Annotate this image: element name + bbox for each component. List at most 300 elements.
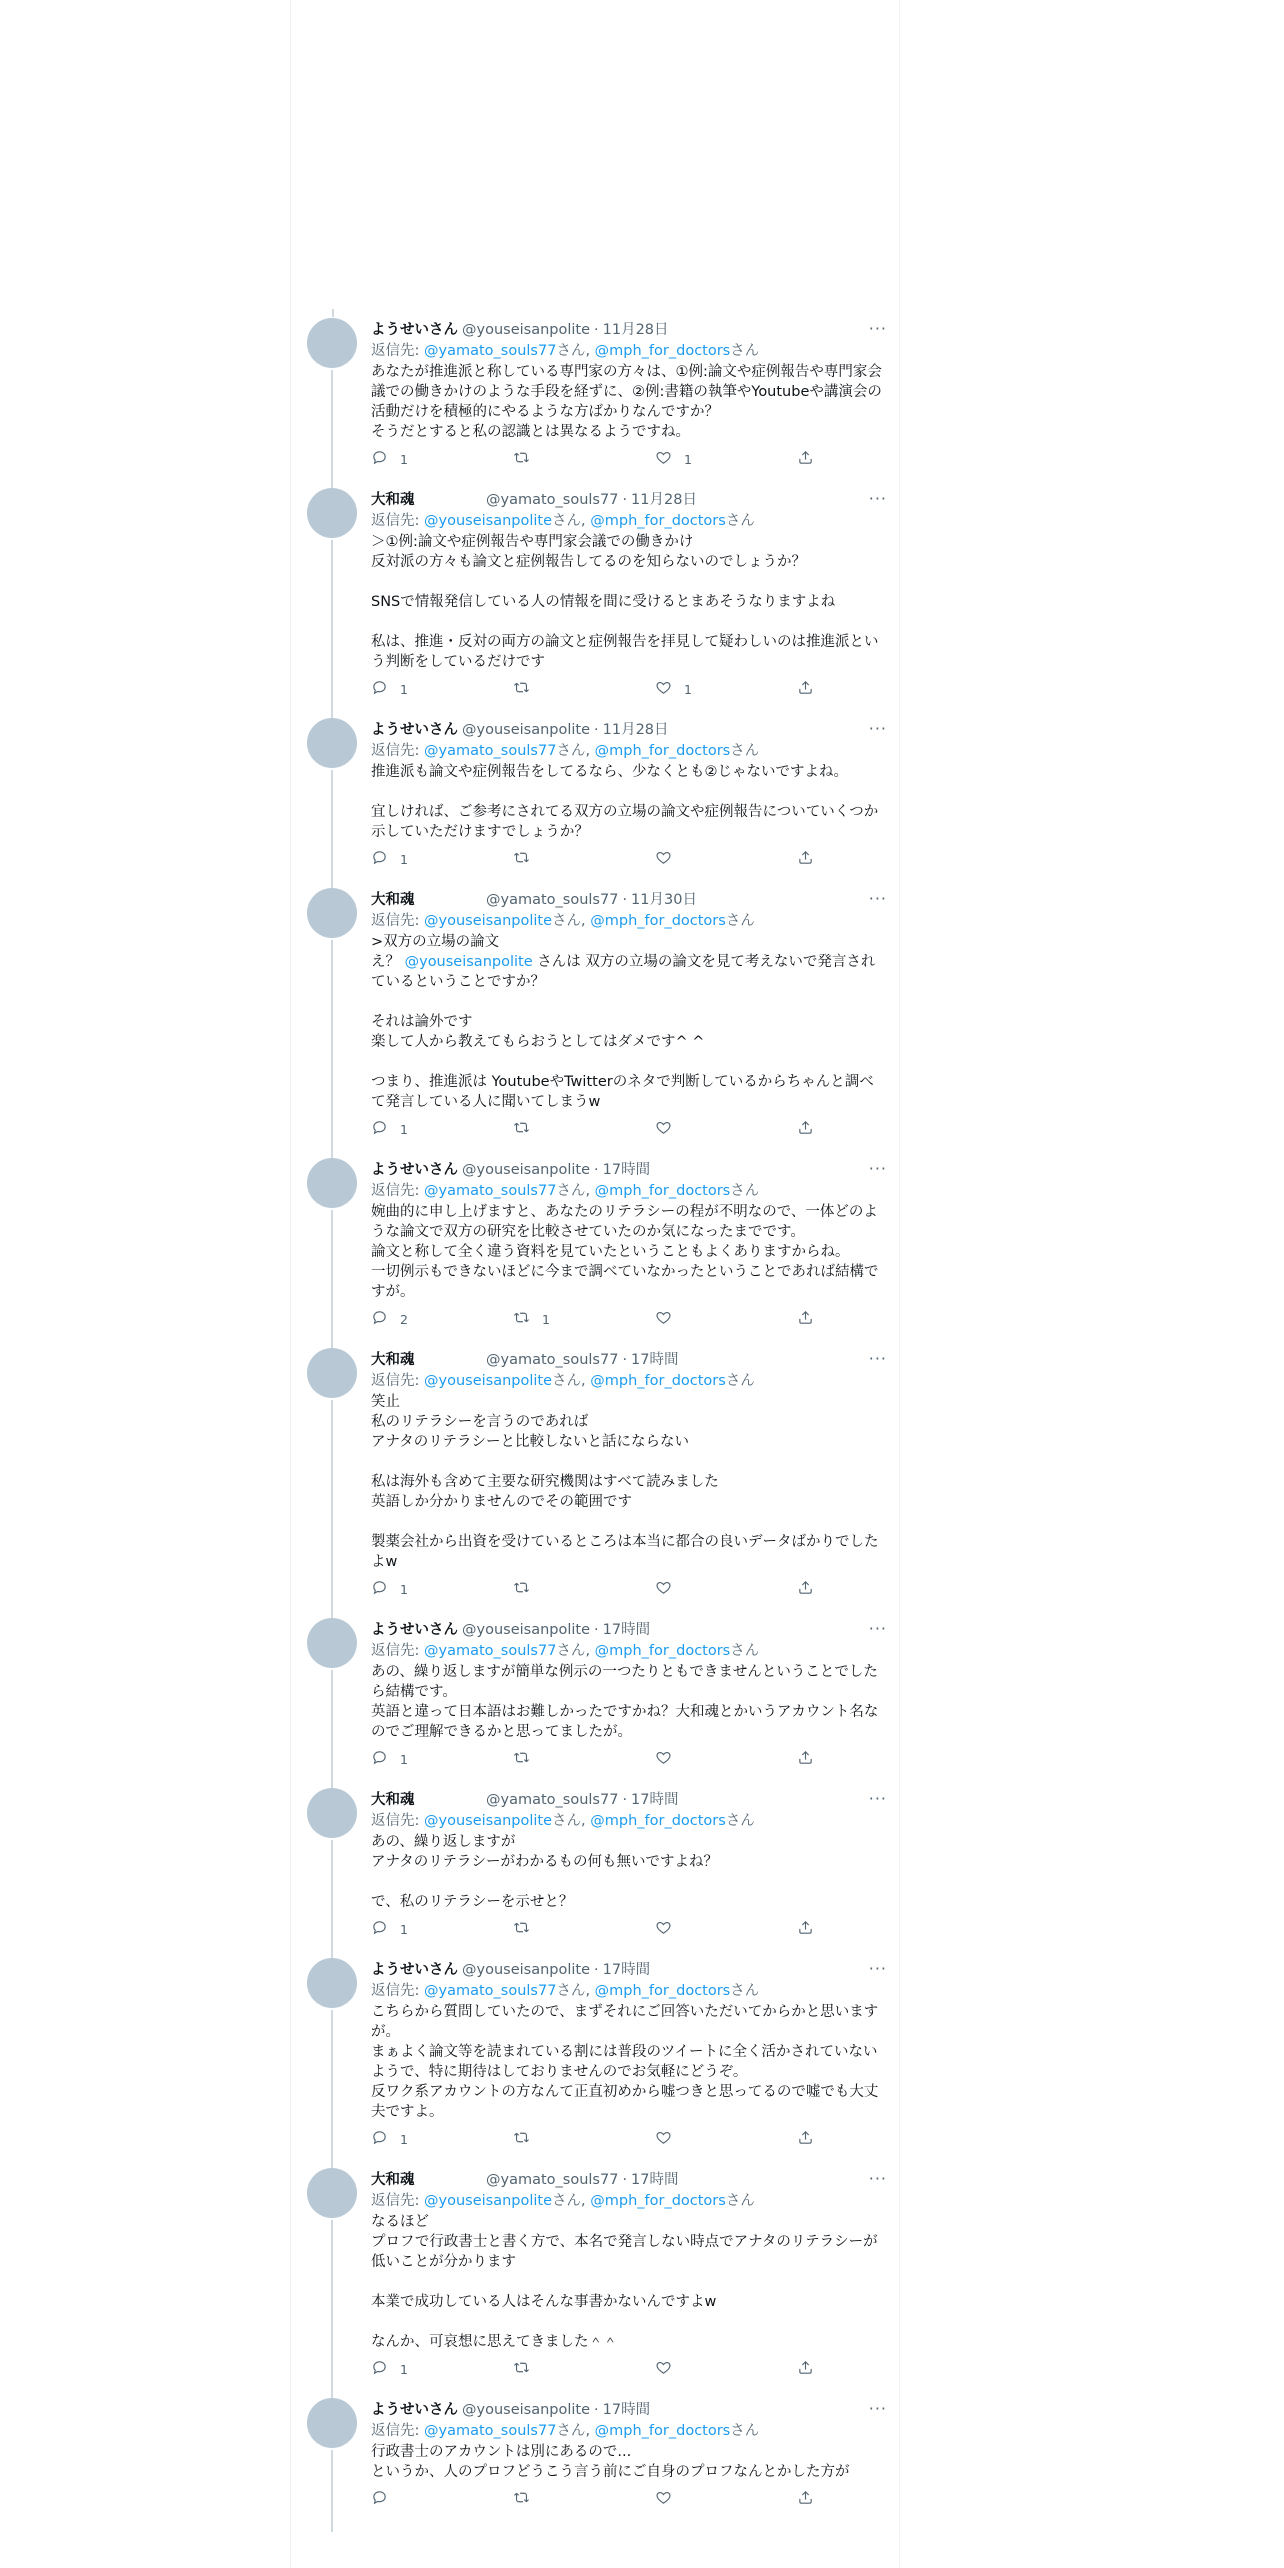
share-icon (797, 679, 814, 699)
reply-count: 1 (400, 1581, 408, 1597)
tweet-actions (371, 2482, 887, 2516)
mention-link[interactable]: @yamato_souls77 (424, 2423, 557, 2439)
share-icon (797, 1119, 814, 1139)
tweet[interactable] (291, 888, 901, 1158)
mention-link[interactable]: @mph_for_doctors (594, 2423, 731, 2439)
tweet[interactable] (291, 1788, 901, 1958)
avatar[interactable] (307, 488, 357, 538)
heart-icon (655, 2489, 672, 2509)
timestamp[interactable]: 11月30日 (631, 892, 697, 908)
honorific: さん (556, 1183, 586, 1199)
tweet-header (371, 718, 887, 740)
retweet-icon (513, 2359, 530, 2379)
heart-icon (655, 1579, 672, 1599)
mention-link[interactable]: @mph_for_doctors (594, 1183, 731, 1199)
mention-link[interactable]: @mph_for_doctors (594, 343, 731, 359)
retweet-count: 1 (542, 1311, 550, 1327)
reply-button[interactable] (371, 849, 513, 869)
separator-dot: · (622, 492, 628, 508)
retweet-icon (513, 679, 530, 699)
like-button[interactable] (655, 849, 797, 869)
tweet-body (359, 1348, 887, 1618)
mention-separator: , (581, 2193, 591, 2209)
share-button[interactable] (797, 849, 837, 869)
share-button[interactable] (797, 2359, 837, 2379)
reply-icon (371, 1309, 388, 1329)
retweet-button[interactable] (513, 449, 655, 469)
honorific: さん (730, 343, 760, 359)
like-button[interactable] (655, 449, 797, 469)
replying-prefix: 返信先: (371, 2423, 424, 2439)
tweet[interactable] (291, 718, 901, 888)
like-button[interactable] (655, 1579, 797, 1599)
reply-count: 1 (400, 851, 408, 867)
reply-button[interactable] (371, 449, 513, 469)
share-button[interactable] (797, 1579, 837, 1599)
share-button[interactable] (797, 679, 837, 699)
tweet[interactable] (291, 2398, 901, 2528)
user-handle[interactable]: @youseisanpolite (462, 722, 591, 738)
share-button[interactable] (797, 1749, 837, 1769)
timestamp[interactable]: 17時間 (602, 2402, 651, 2418)
display-name[interactable]: 大和魂 (371, 1352, 415, 1368)
heart-icon (655, 2129, 672, 2149)
replying-to (371, 2420, 887, 2442)
tweet-body (359, 718, 887, 888)
tweet[interactable] (291, 318, 901, 488)
separator-dot: · (594, 322, 599, 338)
tweet[interactable] (291, 1158, 901, 1348)
more-icon[interactable]: ··· (868, 889, 887, 908)
retweet-icon (513, 1919, 530, 1939)
mention-separator: , (585, 343, 595, 359)
tweet-left-rail (307, 718, 359, 888)
share-button[interactable] (797, 1309, 837, 1329)
mention-link[interactable]: @youseisanpolite (424, 513, 553, 529)
tweet-header (371, 1348, 887, 1370)
thread-connector (332, 309, 334, 317)
mention-link[interactable]: @yamato_souls77 (424, 743, 557, 759)
mention-link[interactable]: @yamato_souls77 (424, 1983, 557, 1999)
reply-icon (371, 1919, 388, 1939)
reply-button[interactable] (371, 1919, 513, 1939)
mention-separator: , (585, 1183, 595, 1199)
tweet-text: なるほど プロフで行政書士と書く方で、本名で発言しない時点でアナタのリテラシーが低いことが分かります 本業で成功している人はそんな事書かないんですよw なんか、可哀想に思えてきました＾＾ (371, 2214, 878, 2350)
tweet-actions (371, 842, 887, 876)
honorific: さん (556, 1983, 586, 1999)
tweet-left-rail (307, 1348, 359, 1618)
share-icon (797, 1749, 814, 1769)
tweet[interactable] (291, 1958, 901, 2168)
like-button[interactable] (655, 679, 797, 699)
like-button[interactable] (655, 2129, 797, 2149)
like-button[interactable] (655, 1119, 797, 1139)
tweet-left-rail (307, 1158, 359, 1348)
tweet-text: あの、繰り返しますが アナタのリテラシーがわかるもの何も無いですよね？ で、私のリテラシーを示せと？ (371, 1834, 718, 1910)
honorific: さん (730, 1183, 760, 1199)
tweet-body (359, 2168, 887, 2398)
retweet-icon (513, 2489, 530, 2509)
mention-link[interactable]: @mph_for_doctors (590, 913, 726, 929)
retweet-button[interactable] (513, 2489, 655, 2509)
display-name[interactable]: 大和魂 (371, 2172, 415, 2188)
more-icon[interactable]: ··· (868, 319, 887, 338)
display-name[interactable]: ようせいさん (371, 322, 458, 338)
retweet-icon (513, 2129, 530, 2149)
share-icon (797, 1579, 814, 1599)
avatar[interactable] (307, 1158, 357, 1208)
avatar[interactable] (307, 318, 357, 368)
avatar[interactable] (307, 1348, 357, 1398)
retweet-button[interactable] (513, 1919, 655, 1939)
retweet-button[interactable] (513, 679, 655, 699)
mention-separator: , (581, 1813, 591, 1829)
display-name[interactable]: ようせいさん (371, 2402, 458, 2418)
reply-icon (371, 679, 388, 699)
mention-link[interactable]: @youseisanpolite (424, 913, 553, 929)
tweet-header (371, 2398, 887, 2420)
retweet-icon (513, 849, 530, 869)
reply-button[interactable] (371, 2489, 513, 2509)
replying-prefix: 返信先: (371, 1643, 424, 1659)
like-button[interactable] (655, 2359, 797, 2379)
separator-dot: · (594, 1622, 599, 1638)
timestamp[interactable]: 17時間 (631, 1352, 679, 1368)
separator-dot: · (594, 722, 599, 738)
reply-count: 1 (400, 451, 408, 467)
reply-button[interactable] (371, 1119, 513, 1139)
avatar[interactable] (307, 1618, 357, 1668)
tweet[interactable] (291, 1348, 901, 1618)
tweet-left-rail (307, 1788, 359, 1958)
tweet-body (359, 1788, 887, 1958)
heart-icon (655, 679, 672, 699)
share-button[interactable] (797, 449, 837, 469)
thread-line (331, 2450, 333, 2532)
separator-dot: · (622, 1792, 628, 1808)
reply-button[interactable] (371, 1309, 513, 1329)
timestamp[interactable]: 11月28日 (631, 492, 697, 508)
thread-line (331, 1400, 333, 1622)
share-icon (797, 1919, 814, 1939)
tweet-actions (371, 1742, 887, 1776)
more-icon[interactable]: ··· (868, 1619, 887, 1638)
retweet-icon (513, 1579, 530, 1599)
tweet-left-rail (307, 318, 359, 488)
replying-to (371, 1640, 887, 1662)
mention-link[interactable]: @mph_for_doctors (594, 743, 731, 759)
user-handle[interactable]: @yamato_souls77 (486, 2172, 619, 2188)
tweet-actions (371, 1302, 887, 1336)
mention-link[interactable]: @yamato_souls77 (424, 1643, 557, 1659)
thread-line (331, 2010, 333, 2172)
share-button[interactable] (797, 1119, 837, 1139)
avatar[interactable] (307, 1788, 357, 1838)
honorific: さん (725, 913, 755, 929)
reply-count: 1 (400, 2361, 408, 2377)
honorific: さん (556, 743, 586, 759)
inline-mention-link[interactable]: @youseisanpolite (404, 954, 533, 970)
more-icon[interactable]: ··· (868, 1789, 887, 1808)
retweet-button[interactable] (513, 2129, 655, 2149)
reply-button[interactable] (371, 1749, 513, 1769)
mention-link[interactable]: @mph_for_doctors (594, 1643, 731, 1659)
mention-separator: , (581, 513, 591, 529)
tweet-text (371, 932, 887, 1112)
mention-link[interactable]: @mph_for_doctors (590, 513, 726, 529)
separator-dot: · (594, 1962, 599, 1978)
honorific: さん (730, 743, 760, 759)
share-icon (797, 2489, 814, 2509)
mention-link[interactable]: @mph_for_doctors (590, 1373, 726, 1389)
honorific: さん (556, 1643, 586, 1659)
replying-to (371, 1180, 887, 1202)
conversation-thread (291, 318, 901, 2528)
more-icon[interactable]: ··· (868, 489, 887, 508)
avatar[interactable] (307, 888, 357, 938)
tweet-text-part: さんは 双方の立場の論文を見て考えないで発言されているということですか？ それは論外です 楽して人から教えてもらおうとしてはダメです^ ^ つまり、推進派は YoutubeやTwitterのネタで判断しているからちゃんと調べて発言している人に聞いてしまうw (371, 954, 876, 1110)
honorific: さん (552, 1813, 582, 1829)
share-button[interactable] (797, 1919, 837, 1939)
avatar[interactable] (307, 718, 357, 768)
reply-count: 1 (400, 681, 408, 697)
user-handle[interactable]: @yamato_souls77 (486, 492, 619, 508)
replying-to (371, 1980, 887, 2002)
heart-icon (655, 1309, 672, 1329)
honorific: さん (730, 1643, 760, 1659)
display-name[interactable]: 大和魂 (371, 492, 415, 508)
tweet-text: 推進派も論文や症例報告をしてるなら、少なくとも②じゃないですよね。 宜しければ、ご参考にされてる双方の立場の論文や症例報告についていくつか示していただけますでしょうか？ (371, 764, 879, 840)
tweet-left-rail (307, 2168, 359, 2398)
mention-link[interactable]: @yamato_souls77 (424, 1183, 557, 1199)
mention-separator: , (581, 1373, 591, 1389)
mention-link[interactable]: @mph_for_doctors (594, 1983, 731, 1999)
tweet-left-rail (307, 1958, 359, 2168)
honorific: さん (552, 913, 582, 929)
tweet-body (359, 318, 887, 488)
timestamp[interactable]: 17時間 (602, 1162, 651, 1178)
tweet-actions (371, 2352, 887, 2386)
retweet-button[interactable] (513, 1579, 655, 1599)
display-name[interactable]: ようせいさん (371, 1622, 458, 1638)
tweet-body (359, 888, 887, 1158)
more-icon[interactable]: ··· (868, 719, 887, 738)
tweet-text: あの、繰り返しますが簡単な例示の一つたりともできませんということでしたら結構です。 英語と違って日本語はお難しかったですかね？大和魂とかいうアカウント名なのでご理解できるかと思ってましたが。 (371, 1664, 879, 1740)
reply-button[interactable] (371, 679, 513, 699)
share-icon (797, 849, 814, 869)
replying-prefix: 返信先: (371, 343, 424, 359)
thread-line (331, 2220, 333, 2402)
honorific: さん (725, 1813, 755, 1829)
tweet-left-rail (307, 2398, 359, 2528)
tweet-text: ＞①例:論文や症例報告や専門家会議での働きかけ 反対派の方々も論文と症例報告してるのを知らないのでしょうか？ SNSで情報発信している人の情報を間に受けるとまあそうなりますよね 私は、推進・反対の両方の論文と症例報告を拝見して疑わしいのは推進派という判断をしているだけです (371, 534, 879, 670)
mention-link[interactable]: @mph_for_doctors (590, 2193, 726, 2209)
honorific: さん (725, 1373, 755, 1389)
replying-to (371, 1810, 887, 1832)
tweet-text: あなたが推進派と称している専門家の方々は、①例:論文や症例報告や専門家会議での働きかけのような手段を経ずに、②例:書籍の執筆やYoutubeや講演会の活動だけを積極的にやるような方ばかりなんですか？ そうだとすると私の認識とは異なるようですね。 (371, 364, 882, 440)
retweet-button[interactable] (513, 1749, 655, 1769)
display-name[interactable]: ようせいさん (371, 722, 458, 738)
heart-icon (655, 1119, 672, 1139)
user-handle[interactable]: @youseisanpolite (462, 1962, 591, 1978)
like-button[interactable] (655, 1309, 797, 1329)
more-icon[interactable]: ··· (868, 1959, 887, 1978)
honorific: さん (725, 2193, 755, 2209)
heart-icon (655, 1749, 672, 1769)
timestamp[interactable]: 11月28日 (602, 322, 669, 338)
tweet-text: 婉曲的に申し上げますと、あなたのリテラシーの程が不明なので、一体どのような論文で双方の研究を比較させていたのか気になったまでです。 論文と称して全く違う資料を見ていたということもよくありますからね。 一切例示もできないほどに今まで調べていなかったということであれば結構ですが。 (371, 1204, 879, 1300)
mention-link[interactable]: @youseisanpolite (424, 1373, 553, 1389)
tweet-text: 笑止 私のリテラシーを言うのであれば アナタのリテラシーと比較しないと話にならない 私は海外も含めて主要な研究機関はすべて読みました 英語しか分かりませんのでその範囲です 製薬会社から出資を受けているところは本当に都合の良いデータばかりでしたよw (371, 1394, 879, 1570)
separator-dot: · (622, 2172, 628, 2188)
tweet-header (371, 318, 887, 340)
replying-to (371, 1370, 887, 1392)
honorific: さん (725, 513, 755, 529)
reply-count: 1 (400, 1921, 408, 1937)
honorific: さん (556, 2423, 586, 2439)
tweet-body (359, 1958, 887, 2168)
like-count: 1 (684, 681, 692, 697)
replying-prefix: 返信先: (371, 1813, 424, 1829)
honorific: さん (552, 513, 582, 529)
retweet-icon (513, 1309, 530, 1329)
user-handle[interactable]: @yamato_souls77 (486, 1792, 619, 1808)
tweet-actions (371, 2122, 887, 2156)
user-handle[interactable]: @yamato_souls77 (486, 892, 619, 908)
timestamp[interactable]: 17時間 (602, 1622, 651, 1638)
mention-link[interactable]: @yamato_souls77 (424, 343, 557, 359)
mention-link[interactable]: @youseisanpolite (424, 2193, 553, 2209)
retweet-button[interactable] (513, 1119, 655, 1139)
thread-line (331, 370, 333, 492)
user-handle[interactable]: @youseisanpolite (462, 1622, 591, 1638)
reply-button[interactable] (371, 1579, 513, 1599)
like-button[interactable] (655, 2489, 797, 2509)
reply-icon (371, 1749, 388, 1769)
user-handle[interactable]: @yamato_souls77 (486, 1352, 619, 1368)
retweet-icon (513, 449, 530, 469)
tweet-actions (371, 1912, 887, 1946)
tweet-body (359, 488, 887, 718)
tweet-text-part: >双方の立場の論文 え？ (371, 934, 500, 970)
share-button[interactable] (797, 2129, 837, 2149)
tweet-actions (371, 1112, 887, 1146)
thread-line (331, 1670, 333, 1792)
thread-line (331, 1210, 333, 1352)
mention-link[interactable]: @mph_for_doctors (590, 1813, 726, 1829)
more-icon[interactable]: ··· (868, 1349, 887, 1368)
more-icon[interactable]: ··· (868, 2169, 887, 2188)
tweet[interactable] (291, 2168, 901, 2398)
tweet-text: 行政書士のアカウントは別にあるので... というか、人のプロフどうこう言う前にご自身のプロフなんとかした方が (371, 2444, 850, 2480)
retweet-icon (513, 1119, 530, 1139)
share-icon (797, 2129, 814, 2149)
like-button[interactable] (655, 1919, 797, 1939)
timestamp[interactable]: 17時間 (631, 2172, 679, 2188)
heart-icon (655, 1919, 672, 1939)
tweet-header (371, 1158, 887, 1180)
reply-icon (371, 2129, 388, 2149)
reply-icon (371, 849, 388, 869)
display-name[interactable]: 大和魂 (371, 1792, 415, 1808)
reply-button[interactable] (371, 2359, 513, 2379)
thread-line (331, 540, 333, 722)
separator-dot: · (622, 1352, 628, 1368)
like-button[interactable] (655, 1749, 797, 1769)
retweet-icon (513, 1749, 530, 1769)
tweet-left-rail (307, 888, 359, 1158)
tweet-body (359, 1158, 887, 1348)
replying-prefix: 返信先: (371, 2193, 424, 2209)
avatar[interactable] (307, 1958, 357, 2008)
display-name[interactable]: ようせいさん (371, 1162, 458, 1178)
timestamp[interactable]: 17時間 (631, 1792, 679, 1808)
tweet-header (371, 488, 887, 510)
timestamp[interactable]: 11月28日 (602, 722, 669, 738)
honorific: さん (552, 1373, 582, 1389)
timestamp[interactable]: 17時間 (602, 1962, 651, 1978)
replying-to (371, 740, 887, 762)
replying-to (371, 340, 887, 362)
avatar[interactable] (307, 2168, 357, 2218)
mention-link[interactable]: @youseisanpolite (424, 1813, 553, 1829)
tweet-header (371, 1958, 887, 1980)
share-button[interactable] (797, 2489, 837, 2509)
reply-count: 1 (400, 2131, 408, 2147)
timeline-column (290, 0, 900, 2568)
tweet-header (371, 1788, 887, 1810)
tweet-header (371, 888, 887, 910)
reply-icon (371, 2489, 388, 2509)
honorific: さん (556, 343, 586, 359)
tweet[interactable] (291, 1618, 901, 1788)
display-name[interactable]: ようせいさん (371, 1962, 458, 1978)
reply-count: 2 (400, 1311, 408, 1327)
tweet-actions (371, 1572, 887, 1606)
retweet-button[interactable] (513, 849, 655, 869)
reply-count: 1 (400, 1121, 408, 1137)
replying-to (371, 910, 887, 932)
replying-to (371, 510, 887, 532)
mention-separator: , (585, 743, 595, 759)
display-name[interactable]: 大和魂 (371, 892, 415, 908)
tweet-header (371, 1618, 887, 1640)
retweet-button[interactable] (513, 2359, 655, 2379)
thread-line (331, 940, 333, 1162)
retweet-button[interactable] (513, 1309, 655, 1329)
replying-prefix: 返信先: (371, 513, 424, 529)
like-count: 1 (684, 451, 692, 467)
user-handle[interactable]: @youseisanpolite (462, 2402, 591, 2418)
reply-button[interactable] (371, 2129, 513, 2149)
tweet-body (359, 2398, 887, 2528)
tweet-header (371, 2168, 887, 2190)
more-icon[interactable]: ··· (868, 1159, 887, 1178)
reply-count: 1 (400, 1751, 408, 1767)
user-handle[interactable]: @youseisanpolite (462, 1162, 591, 1178)
share-icon (797, 1309, 814, 1329)
tweet[interactable] (291, 488, 901, 718)
replying-prefix: 返信先: (371, 1373, 424, 1389)
tweet-actions (371, 442, 887, 476)
reply-icon (371, 1579, 388, 1599)
honorific: さん (730, 2423, 760, 2439)
tweet-text: こちらから質問していたので、まずそれにご回答いただいてからかと思いますが。 まぁよく論文等を読まれている割には普段のツイートに全く活かされていないようで、特に期待はしておりませんのでお気軽にどうぞ。 反ワク系アカウントの方なんて正直初めから嘘つきと思ってるので嘘でも大丈夫ですよ。 (371, 2004, 879, 2120)
more-icon[interactable]: ··· (868, 2399, 887, 2418)
user-handle[interactable]: @youseisanpolite (462, 322, 591, 338)
honorific: さん (730, 1983, 760, 1999)
avatar[interactable] (307, 2398, 357, 2448)
